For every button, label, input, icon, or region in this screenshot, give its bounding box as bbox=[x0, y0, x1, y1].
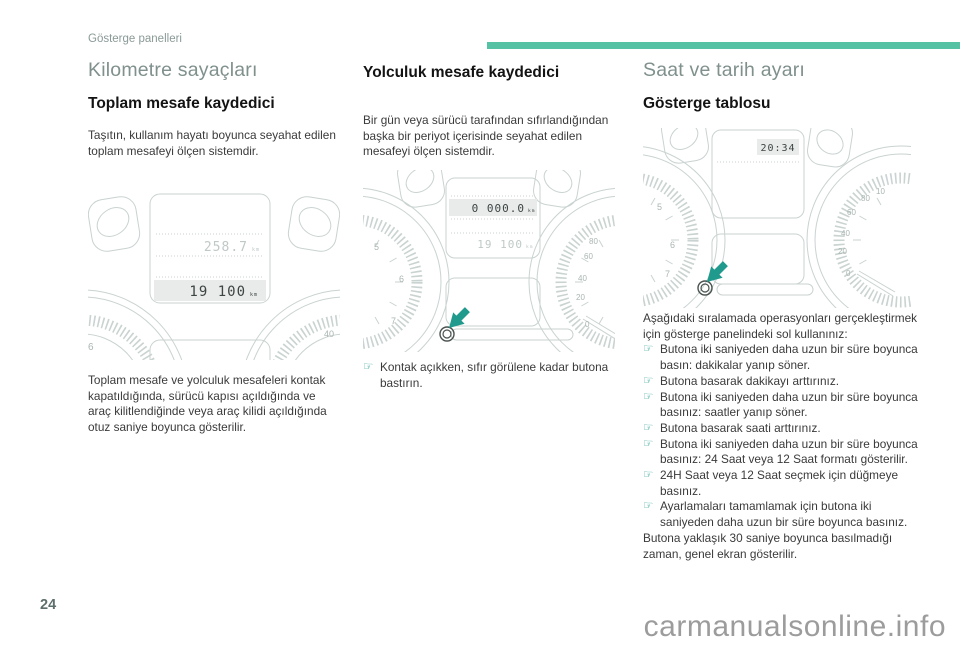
clock-value: 20:34 bbox=[760, 143, 796, 154]
subtitle-gosterge-tablosu: Gösterge tablosu bbox=[643, 95, 771, 112]
list-item bbox=[643, 468, 921, 499]
column-clock-setting bbox=[643, 0, 921, 649]
left-gauge-number: 6 bbox=[88, 342, 94, 353]
total-distance-unit: km bbox=[250, 292, 259, 298]
clock-steps-list bbox=[643, 342, 921, 530]
step-text: Butona iki saniyeden daha uzun bir süre boyunca basınız: 24 Saat veya 12 Saat formatı gösterilir. bbox=[660, 436, 918, 467]
trip-distance-value: 258.7 bbox=[203, 240, 248, 255]
trip-distance-unit: km bbox=[252, 247, 261, 253]
title-yolculuk-mesafe: Yolculuk mesafe kaydedici bbox=[363, 64, 560, 81]
left-gauge-number: 7 bbox=[665, 269, 671, 279]
list-item bbox=[643, 499, 921, 530]
cluster-illustration-odometer bbox=[88, 178, 340, 360]
right-gauge-number: 60 bbox=[584, 252, 593, 261]
left-dial-housing bbox=[396, 170, 447, 209]
pointing-hand-icon: ☞ bbox=[643, 374, 654, 387]
lower-display-outline bbox=[712, 234, 804, 284]
section-label: Gösterge panelleri bbox=[88, 33, 182, 45]
lcd-display bbox=[712, 130, 804, 218]
left-dial-housing bbox=[660, 128, 711, 165]
panel-stalk bbox=[717, 284, 813, 295]
lower-display-outline bbox=[150, 340, 270, 360]
pointing-hand-icon: ☞ bbox=[643, 390, 654, 403]
step-text: Butona iki saniyeden daha uzun bir süre boyunca basın: dakikalar yanıp söner. bbox=[660, 342, 918, 373]
title-kilometre-sayaclari: Kilometre sayaçları bbox=[88, 59, 258, 81]
cluster-illustration-trip bbox=[363, 170, 615, 352]
instruction-text: Kontak açıkken, sıfır görülene kadar butona bastırın. bbox=[380, 360, 609, 390]
right-gauge-number: 80 bbox=[861, 194, 870, 203]
right-gauge-number: 40 bbox=[324, 329, 335, 339]
lcd-display bbox=[150, 194, 270, 303]
total-distance-unit: km bbox=[526, 245, 534, 250]
list-item bbox=[643, 390, 921, 421]
left-gauge-number: 5 bbox=[374, 242, 380, 252]
right-gauge-number: 60 bbox=[847, 208, 856, 217]
column-odometer bbox=[88, 0, 340, 649]
cluster-button bbox=[440, 327, 454, 341]
clock-intro-text: Aşağıdaki sıralamada operasyonları gerçekleştirmek için gösterge panelindeki sol kullanınız: bbox=[643, 311, 918, 341]
page-number: 24 bbox=[40, 597, 57, 613]
right-gauge-number: 80 bbox=[589, 237, 598, 246]
pointing-hand-icon: ☞ bbox=[643, 421, 654, 434]
right-dial-housing bbox=[286, 195, 340, 254]
list-item bbox=[643, 374, 921, 390]
list-item bbox=[643, 342, 921, 373]
right-gauge-number: 10 bbox=[876, 187, 885, 196]
list-item bbox=[643, 437, 921, 468]
title-saat-ve-tarih: Saat ve tarih ayarı bbox=[643, 59, 806, 81]
left-dial-housing bbox=[88, 195, 142, 254]
trip-distance-unit: km bbox=[528, 209, 536, 214]
trip-reset-instruction bbox=[363, 360, 618, 391]
pointer-arrow-icon bbox=[449, 307, 470, 328]
left-gauge-number: 7 bbox=[391, 316, 397, 326]
right-gauge-number: 40 bbox=[841, 229, 850, 238]
lcd-display bbox=[446, 178, 540, 258]
subtitle-toplam-mesafe: Toplam mesafe kaydedici bbox=[88, 95, 275, 112]
column-trip-recorder bbox=[363, 0, 618, 649]
clock-outro-text: Butona yaklaşık 30 saniye boyunca basılmadığı zaman, genel ekran gösterilir. bbox=[643, 530, 893, 561]
step-text: Ayarlamaları tamamlamak için butona iki saniyeden daha uzun bir süre boyunca basınız. bbox=[660, 499, 908, 530]
cluster-illustration-clock bbox=[643, 128, 911, 308]
right-gauge-number: 40 bbox=[578, 274, 587, 283]
right-gauge-number: 0 bbox=[585, 320, 590, 329]
pointer-arrow-icon bbox=[707, 261, 728, 282]
pointing-hand-icon: ☞ bbox=[643, 469, 654, 482]
right-gauge-number: 20 bbox=[576, 293, 585, 302]
odometer-outro-text: Toplam mesafe ve yolculuk mesafeleri kontak kapatıldığında, sürücü kapısı açıldığında ve araç kilitlendiğinde veya araç kilidi açıldığında otuz saniye boyunca gösterilir. bbox=[88, 373, 327, 435]
step-text: Butona basarak dakikayı arttırınız. bbox=[660, 373, 840, 388]
total-distance-value: 19 100 bbox=[477, 238, 523, 251]
step-text: Butona iki saniyeden daha uzun bir süre boyunca basınız: saatler yanıp söner. bbox=[660, 389, 918, 420]
left-gauge-number: 5 bbox=[657, 202, 663, 212]
pointing-hand-icon: ☞ bbox=[363, 361, 374, 373]
right-dial-housing bbox=[532, 170, 583, 209]
left-gauge-number: 6 bbox=[670, 240, 676, 250]
list-item bbox=[643, 421, 921, 437]
left-gauge-number: 6 bbox=[399, 274, 405, 284]
right-gauge-number: 0 bbox=[846, 269, 851, 278]
step-text: 24H Saat veya 12 Saat seçmek için düğmeye basınız. bbox=[660, 468, 899, 498]
odometer-intro-text: Taşıtın, kullanım hayatı boyunca seyahat edilen toplam mesafeyi ölçen sistemdir. bbox=[88, 128, 336, 158]
total-distance-value: 19 100 bbox=[189, 284, 246, 300]
right-gauge-number: 20 bbox=[838, 247, 847, 256]
clock-setting-instructions bbox=[643, 311, 921, 562]
trip-intro-text: Bir gün veya sürücü tarafından sıfırlandığından başka bir periyot içerisinde seyahat edilen mesafeyi ölçen sistemdir. bbox=[363, 113, 609, 159]
pointing-hand-icon: ☞ bbox=[643, 437, 654, 450]
step-text: Butona basarak saati arttırınız. bbox=[660, 420, 821, 435]
watermark: carmanualsonline.info bbox=[643, 610, 946, 643]
pointing-hand-icon: ☞ bbox=[643, 343, 654, 356]
pointing-hand-icon: ☞ bbox=[643, 500, 654, 513]
trip-distance-value: 0 000.0 bbox=[471, 202, 525, 215]
